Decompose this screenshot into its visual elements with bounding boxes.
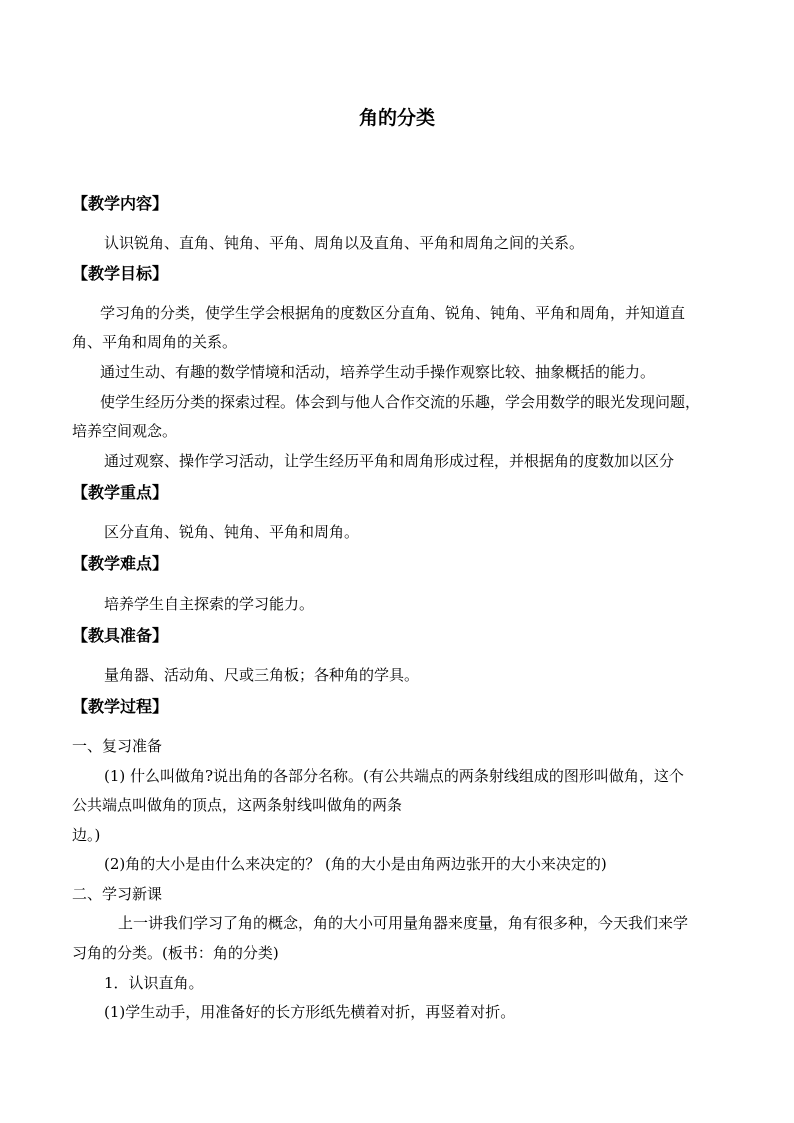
goals-line-6: 通过观察、操作学习活动，让学生经历平角和周角形成过程，并根据角的度数加以区分 [104,452,675,470]
process-line-3: 公共端点叫做角的顶点，这两条射线叫做角的两条 [72,796,403,814]
heading-difficulties: 【教学难点】 [72,554,169,573]
key-points-line-1: 区分直角、锐角、钝角、平角和周角。 [104,523,360,541]
process-line-1: 一、复习准备 [72,737,163,755]
heading-teaching-content: 【教学内容】 [72,194,169,213]
goals-line-5: 培养空间观念。 [72,422,178,440]
goals-line-4: 使学生经历分类的探索过程。体会到与他人合作交流的乐趣，学会用数学的眼光发现问题， [100,393,701,411]
goals-line-1: 学习角的分类，使学生学会根据角的度数区分直角、锐角、钝角、平角和周角，并知道直 [100,304,686,322]
process-line-6: 二、学习新课 [72,885,163,903]
process-line-5: (2)角的大小是由什么来决定的？ (角的大小是由角两边张开的大小来决定的) [104,855,607,873]
process-line-4: 边。) [72,826,101,844]
process-line-10: (1)学生动手，用准备好的长方形纸先横着对折，再竖着对折。 [104,1003,516,1021]
heading-key-points: 【教学重点】 [72,483,169,502]
process-line-2: (1) 什么叫做角?说出角的各部分名称。(有公共端点的两条射线组成的图形叫做角，这个 [104,767,684,785]
goals-line-3: 通过生动、有趣的数学情境和活动，培养学生动手操作观察比较、抽象概括的能力。 [100,363,656,381]
difficulties-line-1: 培养学生自主探索的学习能力。 [104,595,315,613]
heading-teaching-goals: 【教学目标】 [72,264,169,283]
heading-materials: 【教具准备】 [72,626,169,645]
process-line-9: 1．认识直角。 [104,974,204,992]
goals-line-2: 角、平角和周角的关系。 [72,333,238,351]
content-line-1: 认识锐角、直角、钝角、平角、周角以及直角、平角和周角之间的关系。 [104,234,585,252]
page-title: 角的分类 [358,107,435,129]
process-line-8: 习角的分类。(板书：角的分类) [72,944,279,962]
materials-line-1: 量角器、活动角、尺或三角板；各种角的学具。 [104,666,420,684]
heading-process: 【教学过程】 [72,697,169,716]
process-line-7: 上一讲我们学习了角的概念，角的大小可用量角器来度量，角有很多种，今天我们来学 [118,914,689,932]
